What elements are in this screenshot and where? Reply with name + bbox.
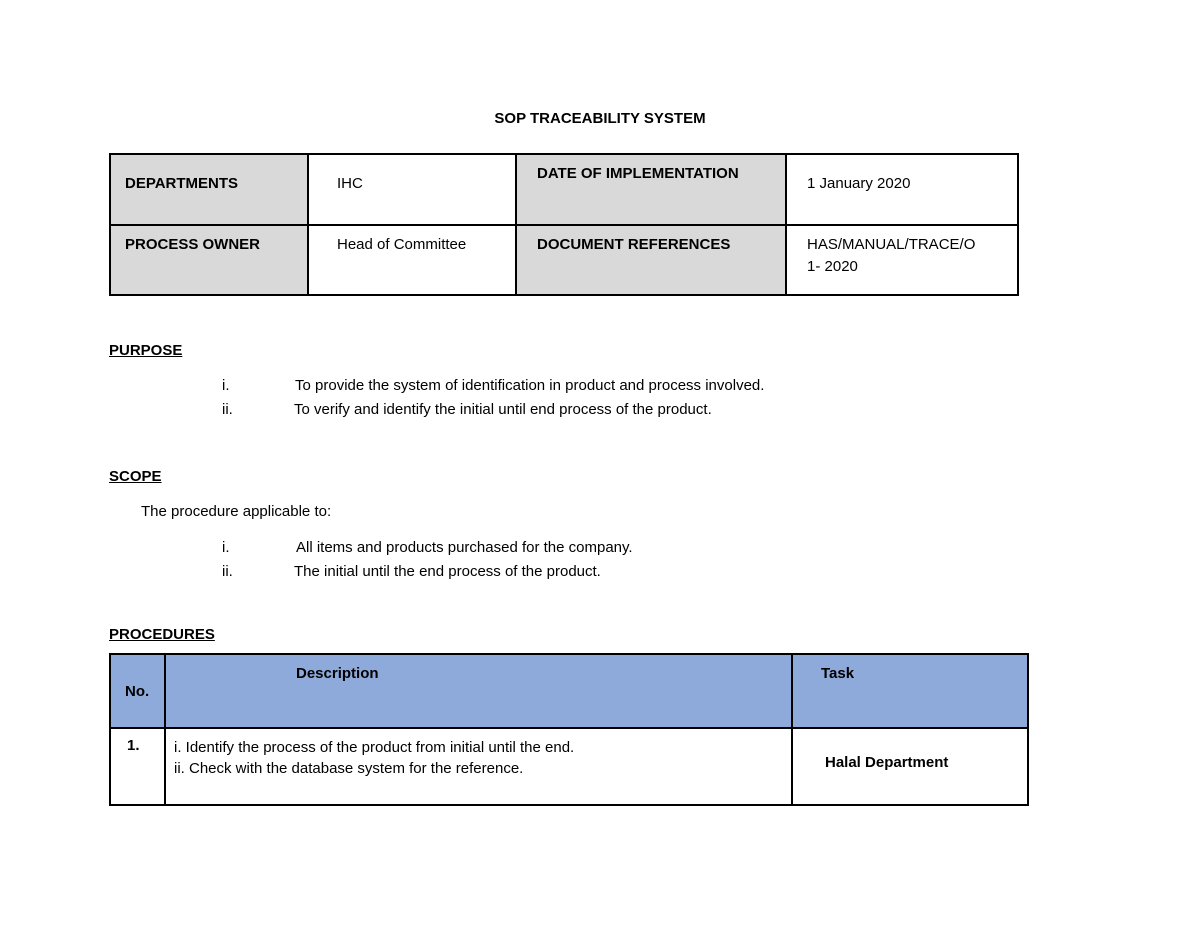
departments-label: DEPARTMENTS: [125, 175, 239, 192]
purpose-item-text: To provide the system of identification in product and process involved.: [295, 377, 765, 394]
refs-value-line1: HAS/MANUAL/TRACE/O: [807, 236, 976, 253]
refs-label: DOCUMENT REFERENCES: [537, 236, 731, 253]
row-description-line2: ii. Check with the database system for the reference.: [174, 760, 524, 777]
departments-value-cell: [308, 154, 516, 225]
refs-label-cell: [516, 225, 786, 295]
row-description-line1: i. Identify the process of the product from initial until the end.: [174, 739, 575, 756]
row-task: Halal Department: [825, 754, 949, 771]
purpose-heading: PURPOSE: [109, 342, 183, 359]
scope-intro: The procedure applicable to:: [141, 503, 332, 520]
column-header-no-label: No.: [125, 683, 150, 700]
column-header-description-label: Description: [296, 665, 379, 682]
owner-label-cell: [110, 225, 308, 295]
departments-value: IHC: [337, 175, 363, 192]
scope-item-text: The initial until the end process of the product.: [294, 563, 601, 580]
header-info-table: [109, 153, 1019, 296]
column-header-task-label: Task: [821, 665, 855, 682]
table-header-row: [110, 654, 1028, 728]
row-no-cell: [110, 728, 165, 805]
row-task-cell: [792, 728, 1028, 805]
document-title: SOP TRACEABILITY SYSTEM: [494, 110, 706, 127]
row-description: [166, 729, 791, 779]
purpose-item-number: ii.: [222, 401, 233, 418]
column-header-description: [165, 654, 792, 728]
date-value: 1 January 2020: [807, 175, 911, 192]
departments-label-cell: [110, 154, 308, 225]
scope-item-number: i.: [222, 539, 230, 556]
purpose-item-number: i.: [222, 377, 230, 394]
purpose-item-text: To verify and identify the initial until end process of the product.: [294, 401, 712, 418]
refs-value-cell: [786, 225, 1018, 295]
date-label-cell: [516, 154, 786, 225]
owner-label: PROCESS OWNER: [125, 236, 261, 253]
refs-value: [787, 226, 1017, 278]
procedures-heading: PROCEDURES: [109, 626, 215, 643]
column-header-task: [792, 654, 1028, 728]
row-no: 1.: [127, 737, 140, 754]
date-value-cell: [786, 154, 1018, 225]
refs-value-line2: 1- 2020: [807, 258, 858, 275]
table-row: [110, 728, 1028, 805]
owner-value: Head of Committee: [337, 236, 467, 253]
scope-item-number: ii.: [222, 563, 233, 580]
scope-item-text: All items and products purchased for the company.: [296, 539, 633, 556]
procedures-table: [109, 653, 1029, 806]
date-label: DATE OF IMPLEMENTATION: [537, 165, 739, 182]
owner-value-cell: [308, 225, 516, 295]
row-description-cell: [165, 728, 792, 805]
scope-heading: SCOPE: [109, 468, 162, 485]
column-header-no: [110, 654, 165, 728]
